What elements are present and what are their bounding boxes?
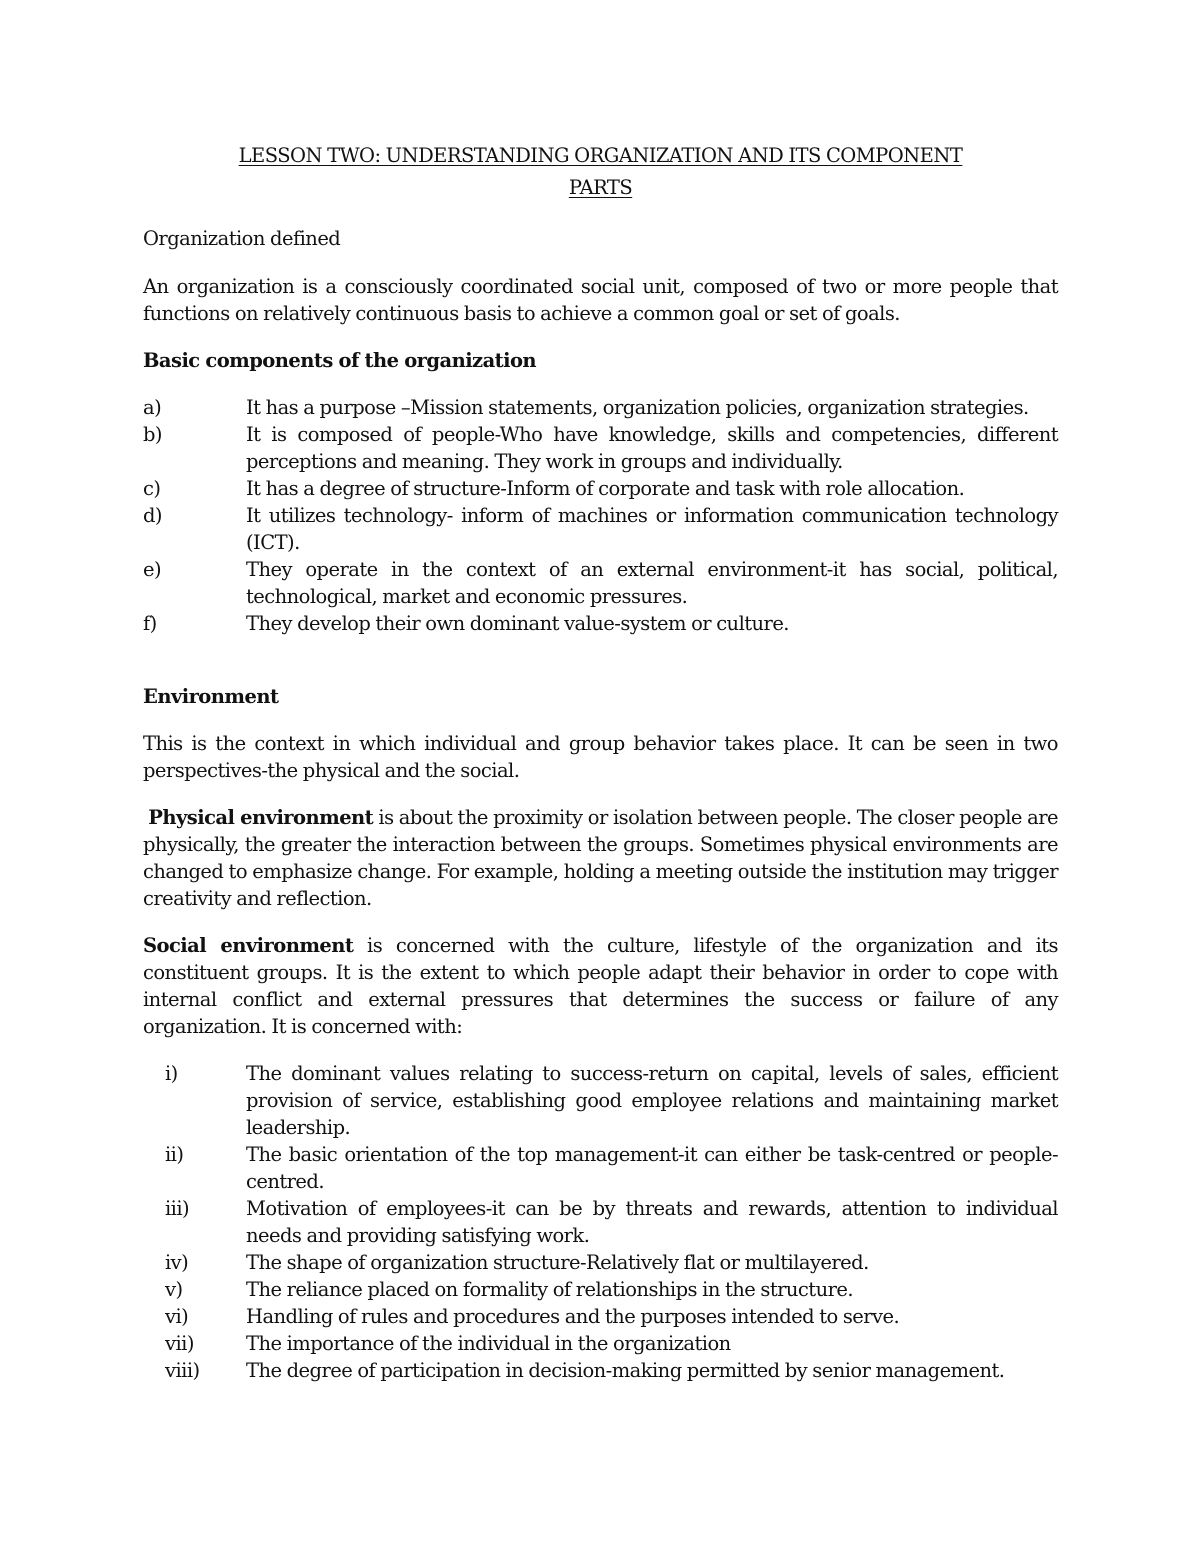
lesson-title-line1: LESSON TWO: UNDERSTANDING ORGANIZATION AND ITS COMPONENT — [238, 144, 963, 167]
list-item — [143, 1357, 1058, 1384]
org-defined-heading: Organization defined — [143, 227, 341, 250]
environment-heading: Environment — [143, 685, 279, 708]
list-item-text: It has a degree of structure-Inform of corporate and task with role allocation. — [246, 477, 965, 500]
list-item-text: It utilizes technology- inform of machines or information communication technology (ICT). — [246, 504, 1058, 554]
list-marker: b) — [143, 423, 162, 446]
physical-environment-label: Physical environment — [148, 806, 374, 829]
list-item — [143, 1249, 1058, 1276]
list-marker: i) — [165, 1062, 178, 1085]
list-item-text: The basic orientation of the top management-it can either be task-centred or people-centred. — [246, 1143, 1058, 1193]
list-item-text: They develop their own dominant value-system or culture. — [246, 612, 789, 635]
physical-environment-text: is about the proximity or isolation between people. The closer people are physically, the greater the interaction between the groups. Sometimes physical environments are changed to emphasize change. For example, holding a meeting outside the institution may trigger creativity and reflection. — [143, 806, 1058, 910]
list-item-text: The importance of the individual in the organization — [246, 1332, 731, 1355]
list-marker: e) — [143, 558, 162, 581]
lesson-title-line2: PARTS — [568, 176, 633, 199]
environment-intro: This is the context in which individual and group behavior takes place. It can be seen in two perspectives-the physical and the social. — [143, 732, 1058, 782]
list-marker: iv) — [165, 1251, 189, 1274]
org-defined-text: An organization is a consciously coordinated social unit, composed of two or more people that functions on relatively continuous basis to achieve a common goal or set of goals. — [143, 275, 1058, 325]
list-item-text: The dominant values relating to success-return on capital, levels of sales, efficient provision of service, establishing good employee relations and maintaining market leadership. — [246, 1062, 1058, 1139]
basic-components-heading: Basic components of the organization — [143, 349, 537, 372]
list-item — [143, 1303, 1058, 1330]
list-item — [143, 421, 1058, 475]
list-item-text: The reliance placed on formality of relationships in the structure. — [246, 1278, 854, 1301]
list-marker: ii) — [165, 1143, 184, 1166]
list-marker: iii) — [165, 1197, 190, 1220]
social-environment-paragraph — [143, 932, 1058, 1040]
document-page — [143, 140, 1058, 1384]
list-item — [143, 1330, 1058, 1357]
social-environment-text: is concerned with the culture, lifestyle of the organization and its constituent groups. It is the extent to which people adapt their behavior in order to cope with internal conflict and external pressures that determines the success or failure of any organization. It is concerned with: — [143, 934, 1058, 1038]
list-item — [143, 1141, 1058, 1195]
list-marker: f) — [143, 612, 157, 635]
list-item-text: The shape of organization structure-Relatively flat or multilayered. — [246, 1251, 869, 1274]
list-marker: vi) — [165, 1305, 189, 1328]
social-environment-list — [143, 1060, 1058, 1384]
list-item-text: The degree of participation in decision-making permitted by senior management. — [246, 1359, 1005, 1382]
list-marker: a) — [143, 396, 162, 419]
list-marker: c) — [143, 477, 161, 500]
list-item — [143, 556, 1058, 610]
list-item — [143, 1060, 1058, 1141]
list-item-text: Motivation of employees-it can be by threats and rewards, attention to individual needs and providing satisfying work. — [246, 1197, 1058, 1247]
list-item — [143, 1195, 1058, 1249]
basic-components-list — [143, 394, 1058, 637]
list-marker: d) — [143, 504, 162, 527]
list-item — [143, 610, 1058, 637]
list-item-text: It is composed of people-Who have knowledge, skills and competencies, different perceptions and meaning. They work in groups and individually. — [246, 423, 1058, 473]
physical-environment-paragraph — [143, 804, 1058, 912]
list-item-text: Handling of rules and procedures and the purposes intended to serve. — [246, 1305, 900, 1328]
list-item — [143, 502, 1058, 556]
list-marker: viii) — [165, 1359, 200, 1382]
list-item — [143, 394, 1058, 421]
list-item — [143, 1276, 1058, 1303]
list-item-text: They operate in the context of an external environment-it has social, political, technological, market and economic pressures. — [246, 558, 1058, 608]
list-marker: v) — [165, 1278, 183, 1301]
list-marker: vii) — [165, 1332, 194, 1355]
list-item-text: It has a purpose –Mission statements, organization policies, organization strategies. — [246, 396, 1029, 419]
lesson-title — [143, 140, 1058, 204]
social-environment-label: Social environment — [143, 934, 354, 957]
list-item — [143, 475, 1058, 502]
